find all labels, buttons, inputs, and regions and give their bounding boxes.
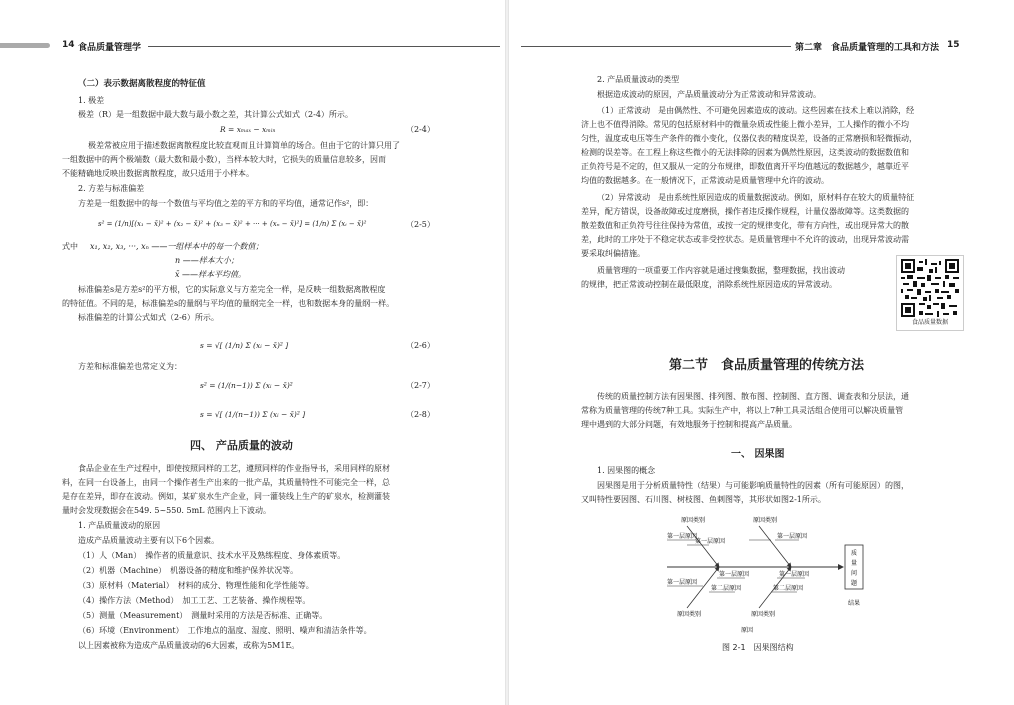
abnormal-wave-line: 散差数值和正负符号往往保持为常值，或按一定的规律变化，带有方向性，或出现异常大的散 (581, 221, 909, 230)
fluctuation-para-line: 是存在差异，即存在波动。例如，某矿泉水生产企业，同一灌装线上生产的矿泉水，检测灌装 (62, 492, 390, 501)
label-cause-category: 原因类别 (753, 517, 778, 524)
sample-intro: 方差和标准偏差也常定义为： (78, 362, 182, 371)
section2-para-line: 传统的质量控制方法有因果图、排列图、散布图、控制图、直方图、调查表和分层法，通 (597, 392, 909, 401)
causes-intro: 造成产品质量波动主要有以下6个因素。 (78, 536, 220, 545)
formula-variance: s² = (1/n)[(x₁ − x̄)² + (x₂ − x̄)² + (x₃ − x̄)² + ··· + (xₙ − x̄)²] = (1/n) Σ (xᵢ − x̄)² (98, 220, 367, 228)
range-desc-line: 一组数据中的两个极端数（最大数和最小数），当样本较大时，它损失的质量信息较多，因而 (62, 155, 386, 164)
abnormal-wave-line: 要采取纠偏措施。 (581, 249, 645, 258)
header-rule-left (148, 46, 500, 47)
formula-sample-var: s² = (1/(n−1)) Σ (xᵢ − x̄)² (200, 381, 293, 390)
range-desc-line: 不能精确地反映出数据离散程度，故只适用于小样本。 (62, 169, 254, 178)
task-line: 的规律，把正常波动控制在最低限度，消除系统性原因造成的异常波动。 (581, 280, 837, 289)
fishbone-subtitle: 一、 因果图 (731, 449, 785, 460)
qr-caption: 食品质量数据 (911, 319, 948, 326)
label-result: 结果 (848, 600, 861, 607)
cause-item: （5）测量（Measurement） 测量时采用的方法是否标准、正确等。 (78, 611, 328, 620)
types-intro: 根据造成波动的原因，产品质量波动分为正常波动和异常波动。 (597, 90, 821, 99)
formula-number-2-7: （2-7） (406, 381, 435, 390)
formula-std: s = √[ (1/n) Σ (xᵢ − x̄)² ] (200, 341, 289, 350)
label-level1: 第一层原因 (777, 533, 808, 540)
std-intro: 方差是一组数据中的每一个数值与平均值之差的平方和的平均值，通常记作s²，即： (78, 199, 374, 208)
section2-para-line: 理中遇到的大部分问题，有效地服务于控制和提高产品质量。 (581, 420, 797, 429)
cause-item: （1）人（Man） 操作者的质量意识、技术水平及熟练程度、身体素质等。 (78, 551, 346, 560)
normal-wave-line: 正负符号是不定的，但又服从一定的分布规律，即数值离开平均值越远的数据越少，越靠近平 (581, 162, 909, 171)
header-tab-bar (0, 43, 50, 48)
formula-number-2-4: （2-4） (406, 125, 435, 134)
label-cause: 原因 (741, 627, 754, 634)
range-intro: 极差（R）是一组数据中最大数与最小数之差，其计算公式如式（2-4）所示。 (78, 110, 353, 119)
normal-wave-line: 检测的误差等。在工程上称这些微小的无法排除的因素为偶然性原因，这类波动的数据数值和 (581, 148, 909, 157)
problem-char: 量 (851, 560, 858, 567)
fluctuation-title: 四、 产品质量的波动 (190, 439, 293, 452)
right-page (509, 0, 1014, 705)
problem-char: 题 (851, 580, 858, 587)
std-desc-line: 标准偏差的计算公式如式（2-6）所示。 (78, 313, 219, 322)
where-item: x̄ ——样本平均值。 (175, 270, 247, 279)
page-number-right: 15 (947, 40, 960, 50)
normal-wave-line: （1）正常波动 是由偶然性、不可避免因素造成的波动。这些因素在技术上难以消除，经 (597, 106, 915, 115)
formula-number-2-8: （2-8） (406, 410, 435, 419)
label-cause-category: 原因类别 (751, 611, 776, 618)
types-heading: 2. 产品质量波动的类型 (597, 75, 680, 84)
abnormal-wave-line: 差，此时的工序处于不稳定状态或非受控状态。是质量管理中不允许的波动，出现异常波动需 (581, 235, 909, 244)
where-item: x₁, x₂, x₃, ···, xₙ ——一组样本中的每一个数值； (90, 242, 264, 251)
label-cause-category: 原因类别 (681, 517, 706, 524)
label-level1: 第一层原因 (695, 538, 726, 545)
where-label: 式中 (62, 242, 78, 251)
fishbone-diagram (659, 512, 869, 636)
abnormal-wave-line: （2）异常波动 是由系统性原因造成的质量数据波动。例如，原材料存在较大的质量特征 (597, 193, 915, 202)
label-cause-category: 原因类别 (677, 611, 702, 618)
task-line: 质量管理的一项重要工作内容就是通过搜集数据，整理数据，找出波动 (597, 266, 845, 275)
range-heading: 1. 极差 (78, 96, 105, 105)
normal-wave-line: 均值的数据越多。在一般情况下，正常波动是质量管理中允许的波动。 (581, 176, 829, 185)
book-title: 食品质量管理学 (78, 43, 142, 53)
range-desc-line: 极差常被应用于描述数据离散程度比较直观而且计算简单的场合。但由于它的计算只用了 (88, 141, 400, 150)
qr-code-block[interactable] (896, 255, 964, 331)
section2-para-line: 常称为质量管理的传统7种工具。实际生产中，将以上7种工具灵活组合使用可以解决质量管 (581, 406, 904, 415)
label-level1: 第一层原因 (667, 579, 698, 586)
qr-code-icon (901, 259, 959, 317)
where-item: n ——样本大小； (175, 256, 239, 265)
concept-line: 又叫特性要因图、石川图、树枝图、鱼刺图等，其形状如图2-1所示。 (581, 495, 826, 504)
section2-title: 第二节 食品质量管理的传统方法 (669, 358, 865, 373)
formula-number-2-6: （2-6） (406, 341, 435, 350)
fluctuation-para-line: 料，在同一台设备上，由同一个操作者生产出来的一批产品，其质量特性不可能完全一样，总 (62, 478, 390, 487)
std-desc-line: 标准偏差s是方差s²的平方根，它的实际意义与方差完全一样，是反映一组数据离散程度 (78, 285, 386, 294)
left-page (0, 0, 505, 705)
normal-wave-line: 济上也不值得消除。常见的包括原材料中的微量杂质或性能上微小差异，工人操作的微小不均 (581, 120, 909, 129)
fluctuation-para-line: 量时会发现数据会在549. 5~550. 5mL 范围内上下波动。 (62, 506, 272, 515)
causes-heading: 1. 产品质量波动的原因 (78, 521, 161, 530)
page-number-left: 14 (62, 40, 75, 50)
problem-char: 质 (851, 550, 858, 557)
label-level1: 第一层原因 (667, 533, 698, 540)
formula-number-2-5: （2-5） (406, 220, 435, 229)
abnormal-wave-line: 差异，配方错误，设备故障或过度磨损，操作者违反操作规程，计量仪器故障等。这类数据的 (581, 207, 909, 216)
chapter-title: 第二章 食品质量管理的工具和方法 (795, 43, 940, 53)
fluctuation-para-line: 食品企业在生产过程中，即使按照同样的工艺，遵照同样的作业指导书，采用同样的原材 (78, 464, 390, 473)
problem-char: 问 (851, 570, 858, 577)
causes-summary: 以上因素被称为造成产品质量波动的6大因素，或称为5M1E。 (78, 641, 300, 650)
formula-range: R = xₘₐₓ − xₘᵢₙ (220, 125, 276, 134)
concept-heading: 1. 因果图的概念 (597, 466, 656, 475)
cause-item: （4）操作方法（Method） 加工工艺、工艺装备、操作规程等。 (78, 596, 311, 605)
label-level2: 第二层原因 (711, 585, 742, 592)
normal-wave-line: 匀性，温度或电压等生产条件的微小变化，仪器仪表的精度误差，设备的正常磨损和轻微振动， (581, 134, 917, 143)
cause-item: （6）环境（Environment） 工作地点的温度、湿度、照明、噪声和清洁条件等。 (78, 626, 372, 635)
formula-sample-std: s = √[ (1/(n−1)) Σ (xᵢ − x̄)² ] (200, 410, 306, 419)
header-rule-right (521, 46, 791, 47)
figure-caption: 图 2-1 因果图结构 (722, 643, 794, 652)
section-title: （二）表示数据离散程度的特征值 (78, 79, 206, 89)
label-level2: 第二层原因 (773, 585, 804, 592)
label-level1: 第一层原因 (779, 571, 810, 578)
concept-line: 因果图是用于分析质量特性（结果）与可能影响质量特性的因素（所有可能原因）的图， (597, 481, 909, 490)
std-desc-line: 的特征值。不同的是，标准偏差s的量纲与平均值的量纲完全一样，也和数据本身的量纲一样。 (62, 299, 395, 308)
std-heading: 2. 方差与标准偏差 (78, 184, 145, 193)
cause-item: （2）机器（Machine） 机器设备的精度和维护保养状况等。 (78, 566, 299, 575)
cause-item: （3）原材料（Material） 材料的成分、物理性能和化学性能等。 (78, 581, 314, 590)
label-level1: 第一层原因 (719, 571, 750, 578)
